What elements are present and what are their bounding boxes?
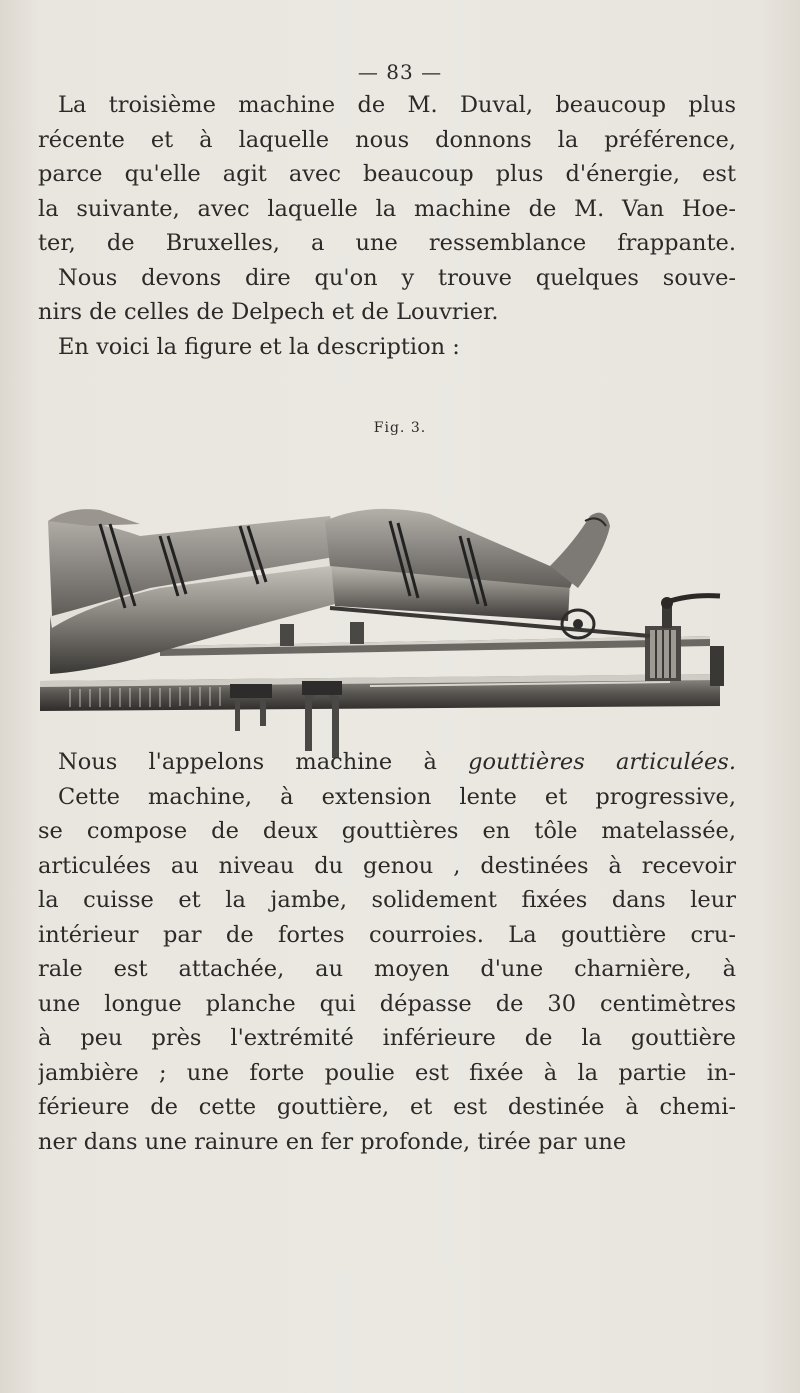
text-line: à peu près l'extrémité inférieure de la gouttière: [38, 1025, 736, 1051]
text-line: En voici la figure et la description :: [58, 333, 460, 360]
text-line: se compose de deux gouttières en tôle matelassée,: [38, 818, 736, 844]
leg-extension-machine-illustration: [30, 496, 730, 766]
text-line: une longue planche qui dépasse de 30 centimètres: [38, 990, 736, 1017]
text-line: [38, 745, 736, 780]
text-line: ner dans une rainure en fer profonde, tirée par une: [38, 1128, 627, 1155]
text-line: la suivante, avec laquelle la machine de M. Van Hoe-: [38, 195, 736, 222]
text-line: articulées au niveau du genou , destinées à recevoir: [38, 852, 736, 879]
figure-caption: Fig. 3.: [373, 420, 427, 436]
text-run: Nous l'appelons machine à: [58, 749, 469, 775]
paragraph-2: [38, 745, 736, 1159]
text-line: rale est attachée, au moyen d'une charnière, à: [38, 956, 736, 982]
text-line: nirs de celles de Delpech et de Louvrier.: [38, 299, 499, 325]
text-line: ter, de Bruxelles, a une ressemblance frappante.: [38, 230, 736, 256]
text-line: Cette machine, à extension lente et progressive,: [58, 783, 736, 810]
text-line: la cuisse et la jambe, solidement fixées dans leur: [38, 887, 736, 913]
italic-term: gouttières articulées.: [468, 749, 736, 775]
text-line: intérieur par de fortes courroies. La gouttière cru-: [38, 921, 736, 948]
text-line: férieure de cette gouttière, et est destinée à chemi-: [38, 1094, 736, 1120]
text-line: parce qu'elle agit avec beaucoup plus d'énergie, est: [38, 161, 736, 187]
text-line: La troisième machine de M. Duval, beaucoup plus: [58, 92, 736, 118]
text-line: récente et à laquelle nous donnons la préférence,: [38, 126, 736, 153]
page-number: — 83 —: [357, 60, 443, 84]
paragraph-1: [38, 88, 736, 364]
text-line: Nous devons dire qu'on y trouve quelques souve-: [58, 264, 736, 291]
base-plank: [40, 674, 720, 711]
text-line: jambière ; une forte poulie est fixée à la partie in-: [38, 1059, 736, 1086]
